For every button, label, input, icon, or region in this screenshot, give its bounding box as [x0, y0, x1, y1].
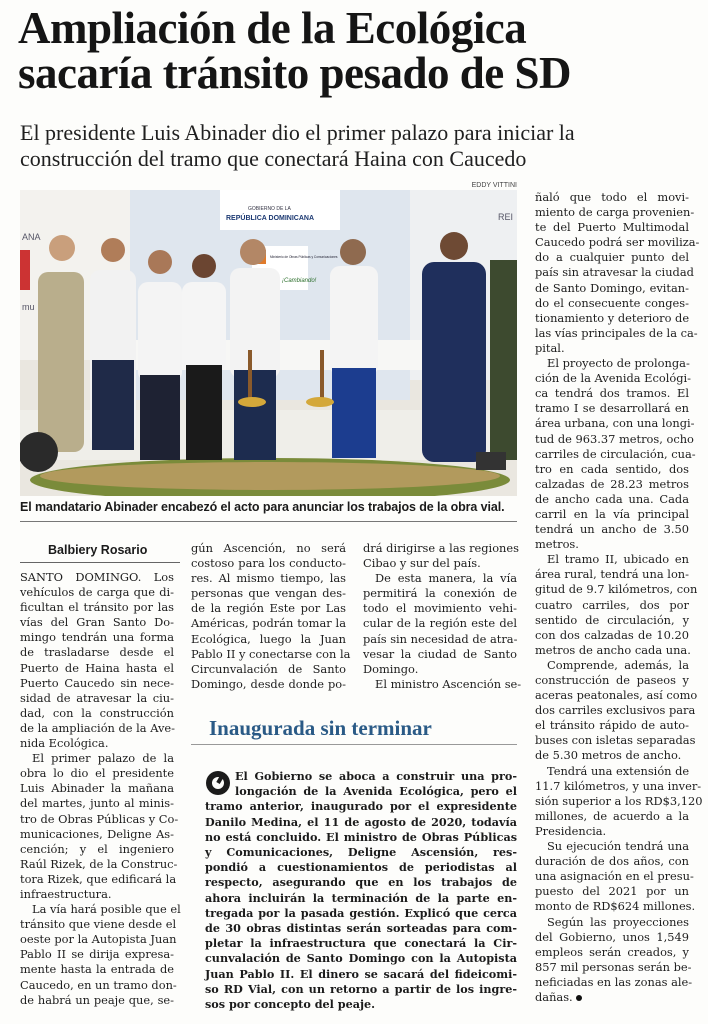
text-line: ficultan el tránsito por las — [20, 600, 174, 615]
box-line: sos por concepto del peaje. — [205, 997, 376, 1012]
deck-subtitle — [20, 120, 700, 172]
text-line: sentido de circulación, y — [535, 612, 689, 627]
text-line: Pablo II y conectarse con la — [191, 646, 351, 661]
text-line: metros de ancho cada una. — [535, 642, 691, 657]
text-line: vías del Gran Santo Do- — [20, 615, 174, 630]
photo-caption: El mandatario Abinader encabezó el acto para anunciar los trabajos de la obra vial. — [20, 500, 505, 514]
text-line: mingo tendrán una forma — [20, 630, 174, 645]
text-line: de la región Este por Las — [191, 601, 346, 616]
text-line: pital. — [535, 340, 565, 355]
text-line: del martes, junto al minis- — [20, 796, 174, 811]
text-line: El proyecto de prolonga- — [547, 356, 690, 371]
text-line-end — [535, 990, 689, 1005]
section-divider — [20, 521, 517, 522]
text-line: vehículos de carga que di- — [20, 585, 174, 600]
text-line: de habrá un peaje que, se- — [20, 992, 174, 1007]
sign-partial-text: mu — [22, 302, 35, 312]
box-line: longación de la Avenida Ecológica, pero el — [235, 784, 517, 799]
box-line: respecto, asegurando que en los trabajos de — [205, 875, 517, 890]
text-line: ción de la Avenida Ecológi- — [535, 371, 692, 386]
news-photo — [20, 190, 517, 496]
text-line: construcción de paseos y — [535, 673, 689, 687]
byline: Balbiery Rosario — [48, 543, 148, 557]
text-line: todo el movimiento vehi- — [363, 601, 517, 616]
text-line: tendrá un ancho de 3.50 — [535, 522, 689, 537]
text-line: carril en la vía principal — [535, 506, 689, 521]
text-line: duración de dos años, con — [535, 854, 689, 869]
text-line: do el consecuente conges- — [535, 295, 689, 310]
text-line: Américas, podrán tomar la — [191, 616, 346, 631]
text-line: te del Puerto Multimodal — [535, 220, 689, 235]
text-line: país sin necesidad de atra- — [363, 631, 518, 646]
text-line: monto de RD$624 millones. — [535, 899, 696, 914]
text-line: dos carriles exclusivos para — [535, 703, 696, 718]
box-line: Danilo Medina, el 11 de agosto de 2020, todavía — [205, 814, 517, 829]
sign-top-text: GOBIERNO DE LA — [248, 206, 291, 212]
text-line: tionamiento y deterioro de — [535, 310, 690, 325]
text-line: Su ejecución tendrá una — [547, 839, 689, 854]
text-line: drá dirigirse a las regiones — [363, 541, 519, 555]
sign-slogan-text: ¡Cambiando! — [282, 278, 317, 284]
text-line: Domingo, desde donde po- — [191, 676, 346, 691]
text-line: municaciones, Deligne As- — [20, 826, 174, 841]
box-line: Juan Pablo II. El dinero se sacará del fideicomi- — [205, 966, 517, 981]
text-line: Caucedo podrá ser moviliza- — [535, 235, 700, 250]
text-line: do a cualquier punto del — [535, 250, 689, 265]
text-line: Ecológica, luego la Juan — [191, 631, 346, 646]
box-line: tregada por la pasada gestión. Explicó que cerca — [205, 905, 517, 920]
text-line: neficiadas en las zonas ale- — [535, 974, 693, 989]
text-line: El tramo II, ubicado en — [547, 552, 689, 567]
deck-line: construcción del tramo que conectará Haina con Caucedo — [20, 146, 527, 171]
text-line: Presidencia. — [535, 823, 607, 838]
subhead-rule — [191, 744, 517, 745]
article-column-3 — [363, 541, 522, 692]
text-line: calzadas de 28.23 metros — [535, 476, 689, 491]
box-line: y Comunicaciones, Deligne Ascensión, res- — [205, 845, 517, 860]
text-line: Según las proyecciones — [547, 914, 689, 929]
text-line: ñaló que todo el movi- — [535, 190, 689, 204]
article-column-1 — [20, 570, 181, 1008]
text-line: Tendrá una extensión de — [547, 763, 690, 778]
deck-line: El presidente Luis Abinader dio el primer palazo para iniciar la — [20, 120, 575, 145]
text-line: costoso para los conducto- — [191, 556, 346, 571]
text-line: Raúl Rizek, de la Construc- — [20, 856, 178, 871]
text-line: dad, con la construcción — [20, 705, 174, 720]
text-line: las vías principales de la ca- — [535, 325, 698, 340]
text-line: Comprende, además, la — [547, 657, 689, 672]
ceremony-illustration — [20, 190, 517, 496]
text-line: de Santo Domingo, evitan- — [535, 280, 689, 295]
sign-main-text: REPÚBLICA DOMINICANA — [226, 215, 315, 222]
box-line: cunvalación de Santo Domingo con la Autopista — [205, 951, 517, 966]
text-line: vesar la ciudad de Santo — [363, 646, 517, 661]
box-line: pletar la infraestructura que conectará la Cir- — [205, 936, 517, 951]
text-line: del Gobierno, unos 1,549 — [535, 929, 689, 944]
text-line: De esta manera, la vía — [375, 571, 517, 586]
text-line: ca tendrá dos tramos. El — [535, 386, 689, 401]
text-line: Domingo. — [363, 661, 419, 676]
text-line: área urbana, con una longi- — [535, 416, 695, 431]
text-line: millones, de acuerdo a la — [535, 808, 689, 823]
sign-left-text: ANA — [22, 232, 41, 242]
photo-credit: EDDY VITTINI — [471, 182, 517, 189]
article-column-2 — [191, 541, 351, 692]
text-line: Circunvalación de Santo — [191, 661, 346, 676]
text-line: el tránsito rápido de auto- — [535, 718, 689, 733]
text-line: de 5.30 metros de ancho. — [535, 748, 682, 763]
text-line: miento de carga provenien- — [535, 205, 695, 220]
text-line: carriles de circulación, cua- — [535, 446, 696, 461]
article-column-4 — [535, 190, 703, 1005]
text-line: Luis Abinader la mañana — [20, 781, 174, 796]
box-line: no está concluido. El ministro de Obras Públicas — [205, 829, 517, 844]
text-line: tora Rizek, que edificará la — [20, 871, 177, 886]
text-line: gún Ascención, no será — [191, 541, 346, 555]
text-line: con dos calzadas de 10.20 — [535, 627, 689, 642]
end-mark-icon — [576, 995, 582, 1001]
headline-line: Ampliación de la Ecológica — [18, 3, 527, 53]
box-line: pondió a cuestionamientos de periodistas al — [205, 860, 517, 875]
text-line: buses con isletas separadas — [535, 733, 696, 748]
headline-line: sacaría tránsito pesado de SD — [18, 48, 572, 98]
text-line: metros. — [535, 537, 579, 552]
text-line: tramo I se desarrollará en — [535, 401, 689, 416]
box-line: tramo anterior, inaugurado por el expresidente — [205, 799, 517, 814]
text-line: Puerto Caucedo sin nece- — [20, 675, 174, 690]
text-line: El ministro Ascención se- — [375, 676, 522, 691]
text-line: sidad de atravesar la ciu- — [20, 690, 174, 705]
sign-right-text: REI — [498, 212, 514, 222]
text-line: obra lo dio el presidente — [20, 766, 174, 781]
text-line: oeste por la Autopista Juan — [20, 932, 177, 947]
text-line: 11.7 kilómetros, y una inver- — [535, 778, 702, 793]
text-line: Pablo II se dirija expresa- — [20, 947, 174, 962]
box-line: ahora incluirán la terminación de la parte en- — [205, 890, 517, 905]
text-line: Caucedo, en un tramo don- — [20, 977, 177, 992]
text-line: aceras peatonales, así como — [535, 688, 698, 703]
text-line: una asignación en el presu- — [535, 869, 694, 884]
text-line: El primer palazo de la — [32, 751, 174, 766]
text-line: permitirá la conexión de — [363, 586, 517, 601]
text-line: empleos serán creados, y — [535, 944, 689, 959]
text-line: cención; y el ingeniero — [20, 841, 174, 856]
byline-rule — [20, 562, 180, 563]
box-line: El Gobierno se aboca a construir una pro- — [235, 769, 517, 783]
box-subhead: Inaugurada sin terminar — [209, 716, 432, 740]
text-line: de la ampliación de la Ave- — [20, 720, 176, 735]
text-line: SANTO DOMINGO. Los — [20, 570, 174, 584]
text-line: tro en cada sentido, dos — [535, 461, 689, 476]
text-line: país sin atravesar la ciudad — [535, 265, 694, 280]
text-line: de ancho cada una. Cada — [535, 491, 689, 506]
text-line: 857 mil personas serán be- — [535, 959, 692, 974]
text-line: res. Al mismo tiempo, las — [191, 571, 346, 586]
box-line: de 30 obras distintas serán sorteadas para com- — [205, 921, 517, 936]
text-line: tud de 963.37 metros, ocho — [535, 431, 694, 446]
text-line: tro de Obras Públicas y Co- — [20, 811, 179, 826]
sign-ministry-text: Ministerio de Obras Públicas y Comunicaciones — [270, 255, 338, 259]
text-line: nida Ecológica. — [20, 736, 109, 751]
box-line: so RD Vial, con un retorno a partir de los ingre- — [205, 981, 517, 996]
headline — [18, 3, 698, 98]
text-line: de trasladarse desde el — [20, 645, 174, 660]
text-line: tránsito que viene desde el — [20, 917, 177, 932]
text-line: infraestructura. — [20, 886, 112, 901]
sidebar-box — [205, 769, 517, 1012]
text-line: cular de la región este del — [363, 616, 517, 631]
text-line: gitud de 9.7 kilómetros, con — [535, 582, 698, 597]
text-line: Cibao y sur del país. — [363, 556, 481, 571]
text-line: puesto del 2021 por un — [535, 884, 689, 899]
text-line: mente hasta la entrada de — [20, 962, 174, 977]
text-line: Puerto de Haina hasta el — [20, 660, 174, 675]
text-line: dañas. — [535, 989, 573, 1004]
text-line: La vía hará posible que el — [32, 902, 181, 917]
text-line: personas que vengan des- — [191, 586, 346, 601]
text-line: sión superior a los RD$3,120 — [535, 793, 703, 808]
text-line: área rural, tendrá una lon- — [535, 567, 689, 582]
text-line: cuatro carriles, dos por — [535, 597, 689, 612]
